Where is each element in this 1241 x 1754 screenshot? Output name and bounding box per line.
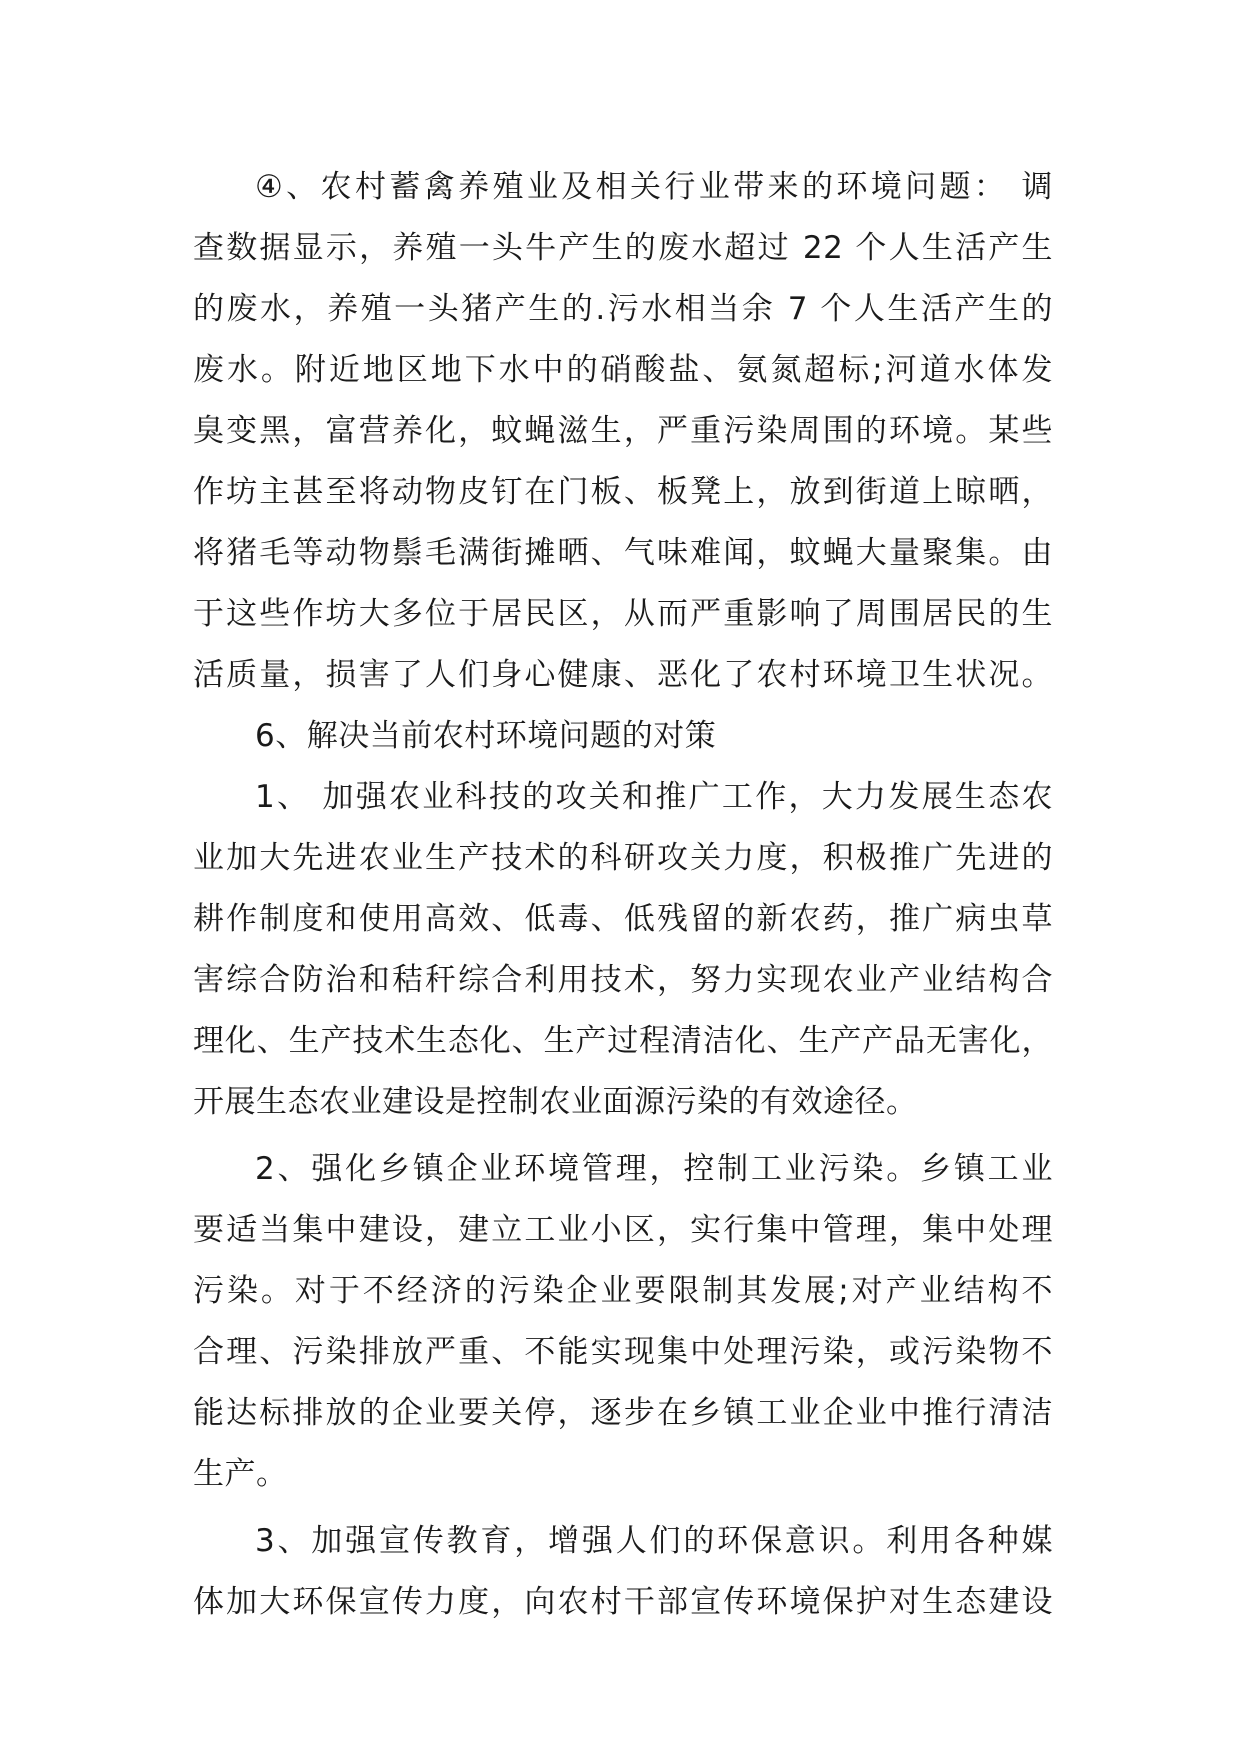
text-line: 能达标排放的企业要关停，逐步在乡镇工业企业中推行清洁: [193, 1395, 1053, 1431]
paragraph-measure-3: [193, 1511, 1053, 1633]
text-line: 将猪毛等动物鬃毛满街摊晒、气味难闻，蚊蝇大量聚集。由: [193, 535, 1053, 571]
text-line: 活质量，损害了人们身心健康、恶化了农村环境卫生状况。: [193, 657, 1053, 693]
text-line: 2、强化乡镇企业环境管理，控制工业污染。乡镇工业: [255, 1151, 1053, 1187]
text-line: 作坊主甚至将动物皮钉在门板、板凳上，放到街道上晾晒，: [193, 474, 1053, 510]
document-page: [193, 157, 1053, 1633]
text-line: 废水。附近地区地下水中的硝酸盐、氨氮超标;河道水体发: [193, 352, 1053, 388]
text-line: 要适当集中建设，建立工业小区，实行集中管理，集中处理: [193, 1212, 1053, 1248]
text-line: 3、加强宣传教育，增强人们的环保意识。利用各种媒: [255, 1523, 1053, 1559]
text-line: 合理、污染排放严重、不能实现集中处理污染，或污染物不: [193, 1334, 1053, 1370]
text-line: 生产。: [193, 1456, 288, 1492]
text-line: ④、农村蓄禽养殖业及相关行业带来的环境问题： 调: [255, 169, 1053, 205]
text-line: 理化、生产技术生态化、生产过程清洁化、生产产品无害化，: [193, 1023, 1053, 1059]
paragraph-measure-2: [193, 1139, 1053, 1505]
text-line: 1、 加强农业科技的攻关和推广工作，大力发展生态农: [255, 779, 1053, 815]
text-line: 臭变黑，富营养化，蚊蝇滋生，严重污染周围的环境。某些: [193, 413, 1053, 449]
text-line: 体加大环保宣传力度，向农村干部宣传环境保护对生态建设: [193, 1584, 1053, 1620]
heading-text: 6、解决当前农村环境问题的对策: [255, 718, 717, 754]
text-line: 查数据显示，养殖一头牛产生的废水超过 22 个人生活产生: [193, 230, 1053, 266]
text-line: 的废水，养殖一头猪产生的.污水相当余 7 个人生活产生的: [193, 291, 1053, 327]
text-line: 业加大先进农业生产技术的科研攻关力度，积极推广先进的: [193, 840, 1053, 876]
text-line: 害综合防治和秸秆综合利用技术，努力实现农业产业结构合: [193, 962, 1053, 998]
text-line: 耕作制度和使用高效、低毒、低残留的新农药，推广病虫草: [193, 901, 1053, 937]
text-line: 污染。对于不经济的污染企业要限制其发展;对产业结构不: [193, 1273, 1053, 1309]
section-heading: [193, 706, 1053, 767]
text-line: 开展生态农业建设是控制农业面源污染的有效途径。: [193, 1084, 918, 1120]
paragraph-livestock-problem: [193, 157, 1053, 706]
text-line: 于这些作坊大多位于居民区，从而严重影响了周围居民的生: [193, 596, 1053, 632]
paragraph-measure-1: [193, 767, 1053, 1133]
